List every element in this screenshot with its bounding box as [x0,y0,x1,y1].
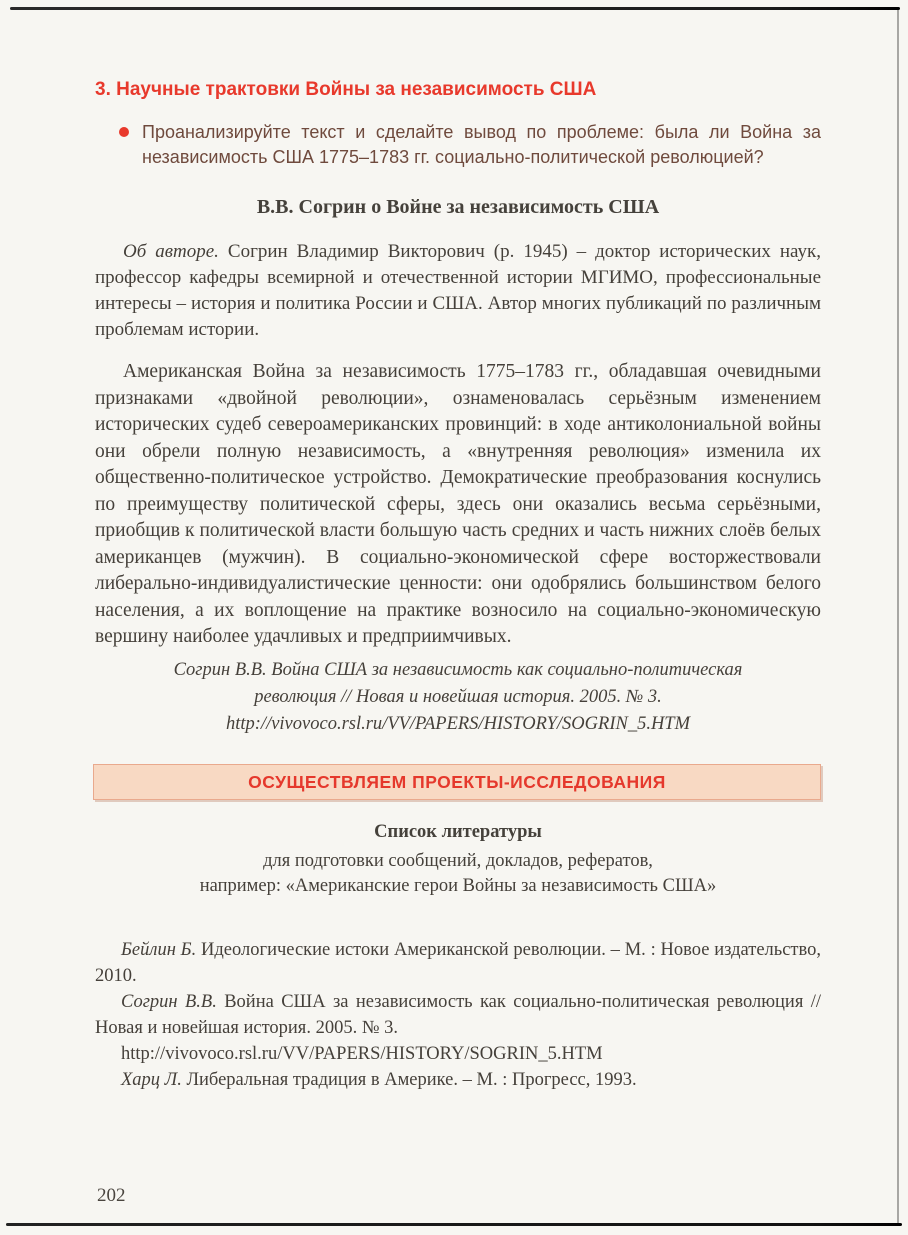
citation-line: Согрин В.В. Война США за независимость как социально-политическая [173,659,743,680]
citation-line: революция // Новая и новейшая история. 2005. № 3. [254,686,662,707]
bullet-icon [119,127,129,137]
projects-banner-label: ОСУЩЕСТВЛЯЕМ ПРОЕКТЫ-ИССЛЕДОВАНИЯ [248,771,666,792]
about-text: Согрин Владимир Викторович (р. 1945) – доктор исторических наук, профессор кафедры всемирной и отечественной истории МГИМО, профессиональные интересы – история и политика России и США. Автор многих публикаций по различным проблемам истории. [95,241,821,340]
bibliography-entry [95,1041,821,1067]
bib-text: Война США за независимость как социально-политическая революция // Новая и новейшая история. 2005. № 3. [95,991,821,1038]
scan-edge-top [10,7,900,10]
bib-author: Харц Л. [121,1069,182,1090]
citation-url: http://vivovoco.rsl.ru/VV/PAPERS/HISTORY/SOGRIN_5.HTM [225,713,691,734]
article-citation [95,657,821,738]
task-text: Проанализируйте текст и сделайте вывод по проблеме: была ли Война за независимость США 1775–1783 гг. социально-политической революцией? [142,122,821,167]
author-about-paragraph [95,239,821,343]
article-title: В.В. Согрин о Войне за независимость США [256,196,660,218]
bibliography-entry [95,989,821,1041]
task-block [95,120,821,170]
reading-list-title: Список литературы [374,821,542,842]
reading-list-subtitle: например: «Американские герои Войны за независимость США» [199,875,717,896]
section-heading: 3. Научные трактовки Войны за независимость США [95,79,597,100]
article-body-paragraph: Американская Война за независимость 1775–1783 гг., обладавшая очевидными признаками «двойной революции», ознаменовалась серьёзным изменением исторических судеб североамериканских провинций: в ходе антиколониальной войны они обрели полную независимость, а «внутренняя революция» изменила их общественно-политическое устройство. Демократические преобразования коснулись по преимуществу политической сферы, здесь они оказались весьма серьёзными, приобщив к политической власти большую часть средних и часть нижних слоёв белых американцев (мужчин). В социально-экономической сфере восторжествовали либерально-индивидуалистические ценности: они одобрялись большинством белого населения, а их воплощение на практике возносило на социально-экономическую вершину наиболее удачливых и предприимчивых. [95,361,821,647]
bibliography-entry [95,1067,821,1093]
bib-text: Идеологические истоки Американской революции. – М. : Новое издательство, 2010. [95,939,822,986]
reading-list-subtitle: для подготовки сообщений, докладов, рефератов, [263,850,653,871]
bibliography [95,937,821,1093]
scan-edge-bottom [6,1223,902,1226]
scan-edge-right [897,10,899,1223]
page-number: 202 [97,1185,126,1206]
about-label: Об авторе. [123,241,219,262]
page-content [95,78,821,1093]
bibliography-entry [95,937,821,989]
bib-author: Согрин В.В. [121,991,217,1012]
bib-url: http://vivovoco.rsl.ru/VV/PAPERS/HISTORY/SOGRIN_5.HTM [121,1043,603,1064]
bib-author: Бейлин Б. [121,939,197,960]
projects-banner [93,764,821,800]
bib-text: Либеральная традиция в Америке. – М. : Прогресс, 1993. [181,1069,637,1090]
